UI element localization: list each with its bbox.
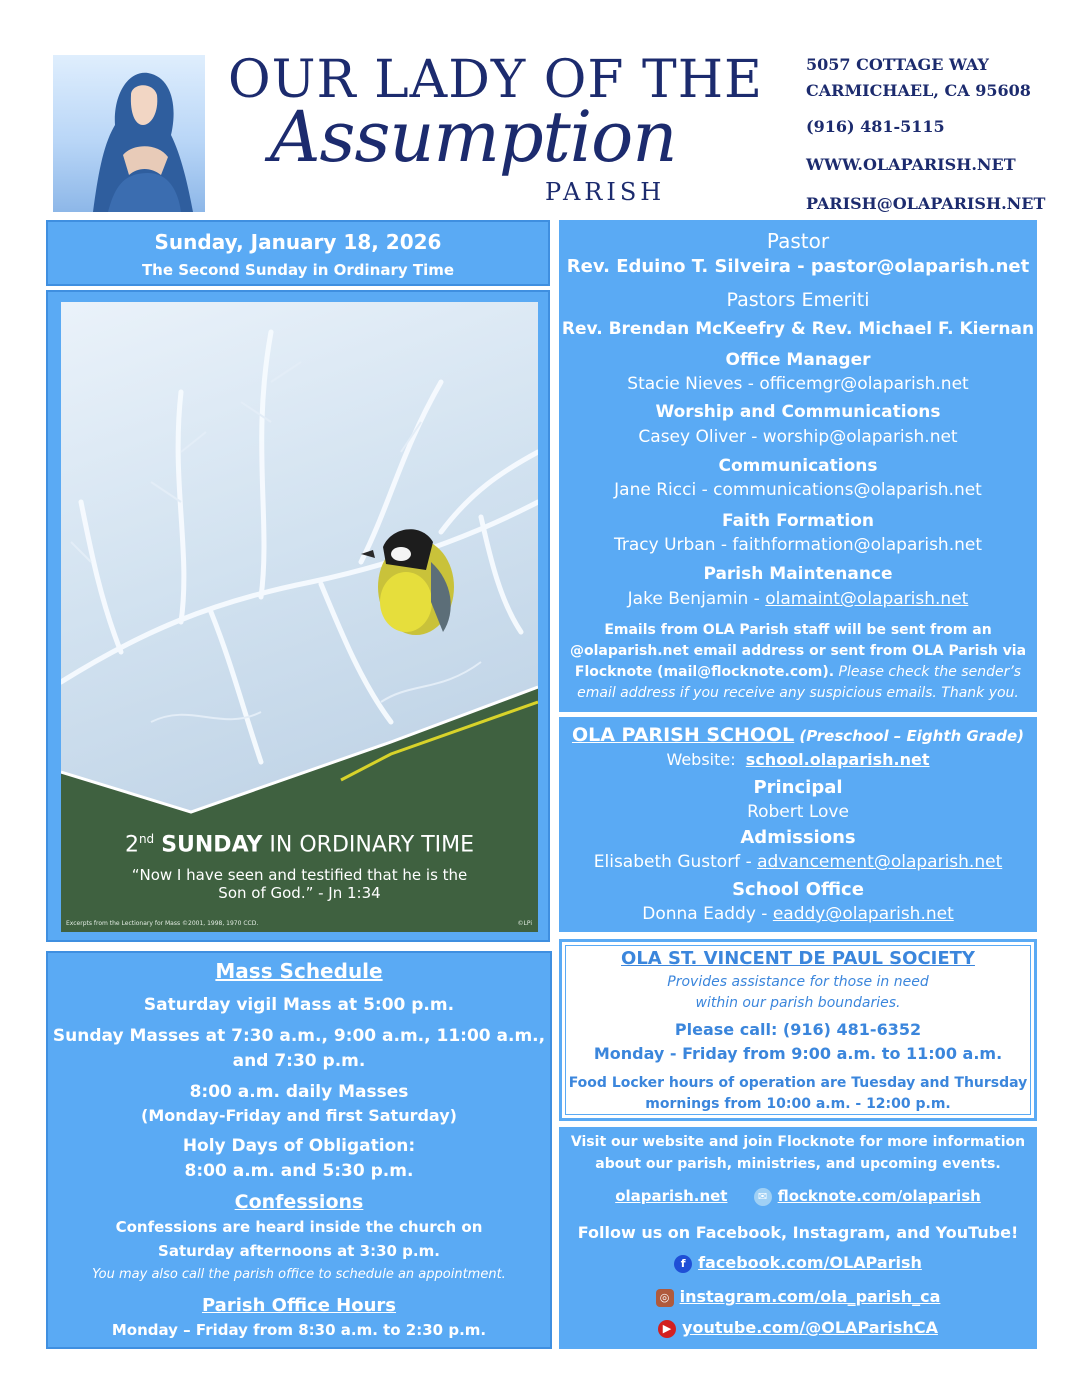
office-hours-heading: Parish Office Hours xyxy=(201,1295,397,1316)
school-heading-row xyxy=(559,724,1037,746)
address-line1: 5057 COTTAGE WAY xyxy=(806,55,989,74)
banner-quote-line2: Son of God.” - Jn 1:34 xyxy=(218,884,381,902)
worship-contact: Casey Oliver - worship@olaparish.net xyxy=(638,427,958,447)
staff-directory xyxy=(559,220,1037,712)
parish-title-line3: PARISH xyxy=(545,178,666,206)
email-notice-line2: @olaparish.net email address or sent from OLA Parish via xyxy=(569,643,1027,659)
photo-credit: Excerpts from the Lectionary for Mass ©2001, 1998, 1970 CCD. xyxy=(66,920,259,927)
school-office-heading: School Office xyxy=(732,879,864,900)
facebook-link[interactable]: facebook.com/OLAParish xyxy=(698,1253,922,1272)
school-office-contact: Donna Eaddy - eaddy@olaparish.net xyxy=(642,904,954,924)
daily-masses-line1: 8:00 a.m. daily Masses xyxy=(189,1082,409,1102)
banner-title: 2nd SUNDAY IN ORDINARY TIME xyxy=(124,832,475,858)
pastor-contact: Rev. Eduino T. Silveira - pastor@olaparish.net xyxy=(566,256,1030,277)
instagram-link[interactable]: instagram.com/ola_parish_ca xyxy=(679,1287,941,1306)
parish-site-link[interactable]: olaparish.net xyxy=(615,1187,728,1205)
sunday-masses-line2: and 7:30 p.m. xyxy=(232,1051,366,1071)
email-notice-line1: Emails from OLA Parish staff will be sent from an xyxy=(604,622,992,638)
faith-formation-heading: Faith Formation xyxy=(722,511,874,531)
youtube-icon: ▶ xyxy=(658,1320,676,1338)
instagram-row xyxy=(559,1287,1037,1307)
confessions-line3: You may also call the parish office to schedule an appointment. xyxy=(92,1267,506,1282)
youtube-link[interactable]: youtube.com/@OLAParishCA xyxy=(682,1318,938,1337)
parish-title-line2: Assumption xyxy=(270,96,677,178)
parish-title-line1: OUR LADY OF THE xyxy=(228,50,763,110)
visit-line2: about our parish, ministries, and upcoming events. xyxy=(595,1156,1001,1172)
email-link[interactable]: PARISH@OLAPARISH.NET xyxy=(806,194,1046,213)
worship-heading: Worship and Communications xyxy=(655,402,941,422)
admissions-heading: Admissions xyxy=(740,827,856,848)
facebook-row xyxy=(559,1253,1037,1273)
school-website-link[interactable]: school.olaparish.net xyxy=(745,750,930,769)
vigil-mass: Saturday vigil Mass at 5:00 p.m. xyxy=(143,995,455,1015)
mass-schedule-heading: Mass Schedule xyxy=(215,959,383,983)
school-grades: (Preschool – Eighth Grade) xyxy=(799,727,1025,745)
sunday-masses-line1: Sunday Masses at 7:30 a.m., 9:00 a.m., 11:00 a.m., xyxy=(52,1026,546,1046)
confessions-line2: Saturday afternoons at 3:30 p.m. xyxy=(158,1242,440,1260)
phone-number: (916) 481-5115 xyxy=(806,117,945,136)
svdp-hours: Monday - Friday from 9:00 a.m. to 11:00 a.m. xyxy=(593,1044,1003,1063)
email-notice-line4: email address if you receive any suspicious emails. Thank you. xyxy=(577,685,1019,701)
svdp-desc-line1: Provides assistance for those in need xyxy=(667,974,929,990)
photo-credit-right: ©LPi xyxy=(517,920,532,927)
admissions-email-link[interactable]: advancement@olaparish.net xyxy=(757,852,1003,872)
pastor-heading: Pastor xyxy=(766,229,830,253)
holy-days-line1: Holy Days of Obligation: xyxy=(182,1136,416,1156)
follow-us: Follow us on Facebook, Instagram, and YouTube! xyxy=(577,1223,1019,1242)
instagram-icon: ◎ xyxy=(656,1289,674,1307)
school-website-row: Website: school.olaparish.net xyxy=(666,750,930,769)
svdp-heading-link[interactable]: OLA ST. VINCENT DE PAUL SOCIETY xyxy=(621,948,975,969)
bulletin-date: Sunday, January 18, 2026 xyxy=(154,230,442,254)
facebook-icon: f xyxy=(674,1255,692,1273)
email-notice-line3: Flocknote (mail@flocknote.com). Please check the sender’s xyxy=(574,664,1022,680)
faith-formation-contact: Tracy Urban - faithformation@olaparish.net xyxy=(613,535,983,555)
visit-line1: Visit our website and join Flocknote for more information xyxy=(570,1134,1026,1150)
holy-days-line2: 8:00 a.m. and 5:30 p.m. xyxy=(184,1161,414,1181)
office-manager-heading: Office Manager xyxy=(725,350,871,370)
school-info xyxy=(559,717,1037,932)
emeriti-heading: Pastors Emeriti xyxy=(726,289,870,311)
svdp-phone: Please call: (916) 481-6352 xyxy=(674,1020,922,1039)
admissions-contact: Elisabeth Gustorf - advancement@olaparish.net xyxy=(593,852,1003,872)
bird-photo xyxy=(61,302,538,932)
visit-info xyxy=(559,1127,1037,1349)
maintenance-contact: Jake Benjamin - olamaint@olaparish.net xyxy=(627,589,969,609)
address-line2: CARMICHAEL, CA 95608 xyxy=(806,81,1031,100)
daily-masses-line2: (Monday-Friday and first Saturday) xyxy=(141,1106,457,1125)
svdp-desc-line2: within our parish boundaries. xyxy=(695,995,901,1011)
confessions-line1: Confessions are heard inside the church on xyxy=(115,1218,483,1236)
flocknote-icon: ✉ xyxy=(754,1188,772,1206)
food-locker-line1: Food Locker hours of operation are Tuesday and Thursday xyxy=(568,1075,1028,1091)
confessions-heading: Confessions xyxy=(234,1191,364,1213)
liturgical-occasion: The Second Sunday in Ordinary Time xyxy=(141,261,455,279)
flocknote-link[interactable]: flocknote.com/olaparish xyxy=(777,1187,981,1205)
youtube-row xyxy=(559,1318,1037,1338)
food-locker-line2: mornings from 10:00 a.m. - 12:00 p.m. xyxy=(645,1096,951,1112)
principal-heading: Principal xyxy=(753,777,843,798)
date-box xyxy=(46,220,550,286)
svdp-info xyxy=(565,945,1031,1115)
web-links-row xyxy=(559,1187,1037,1206)
website-link[interactable]: WWW.OLAPARISH.NET xyxy=(806,155,1016,174)
school-heading-link[interactable]: OLA PARISH SCHOOL xyxy=(571,724,795,746)
communications-contact: Jane Ricci - communications@olaparish.net xyxy=(614,480,982,500)
banner-quote-line1: “Now I have seen and testified that he is the xyxy=(131,866,468,884)
emeriti-names: Rev. Brendan McKeefry & Rev. Michael F. Kiernan xyxy=(561,319,1035,339)
school-office-email-link[interactable]: eaddy@olaparish.net xyxy=(772,904,954,924)
maintenance-email-link[interactable]: olamaint@olaparish.net xyxy=(765,589,969,609)
principal-name: Robert Love xyxy=(747,802,849,822)
mary-statue-image xyxy=(53,55,205,212)
maintenance-heading: Parish Maintenance xyxy=(703,564,893,584)
office-manager-contact: Stacie Nieves - officemgr@olaparish.net xyxy=(627,374,969,394)
mass-schedule xyxy=(46,951,552,1349)
communications-heading: Communications xyxy=(718,456,878,476)
office-hours: Monday – Friday from 8:30 a.m. to 2:30 p.m. xyxy=(111,1321,487,1339)
